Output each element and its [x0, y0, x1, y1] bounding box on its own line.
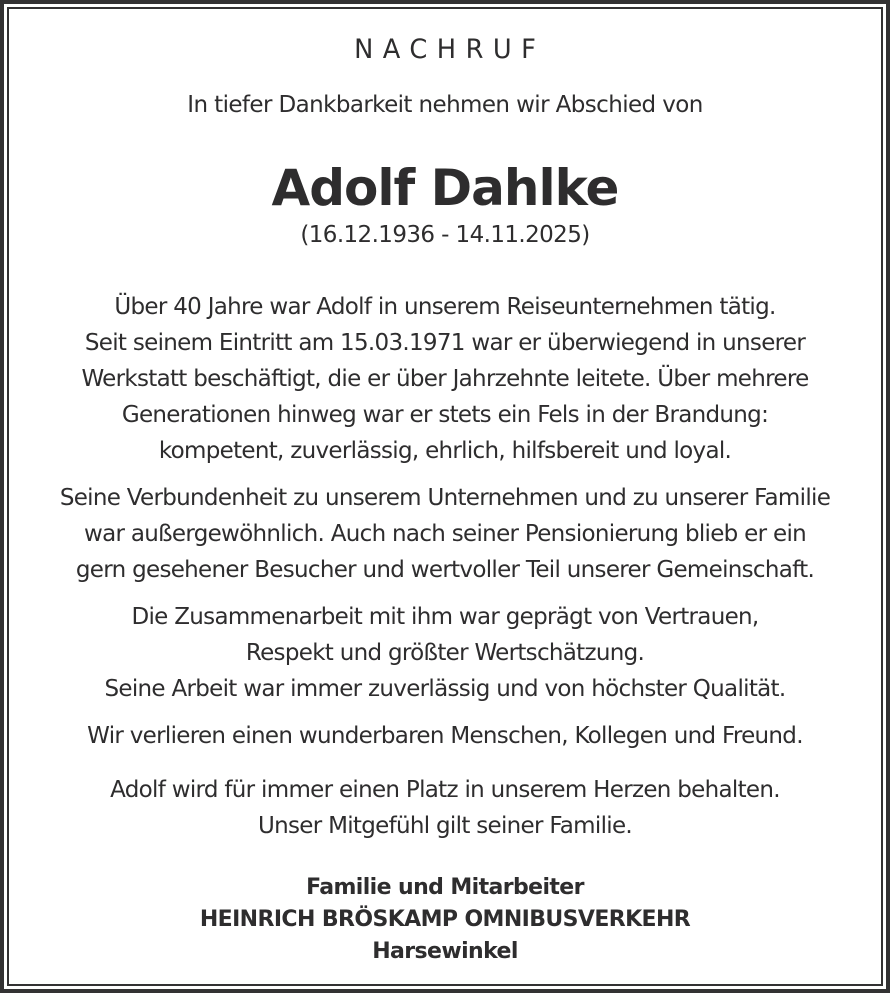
signature-block: [4, 872, 886, 968]
paragraph-line: Seine Arbeit war immer zuverlässig und von höchster Qualität.: [104, 676, 786, 702]
paragraph-line: Respekt und größter Wertschätzung.: [245, 640, 645, 666]
intro-text: In tiefer Dankbarkeit nehmen wir Abschied von: [187, 92, 703, 118]
paragraph-line: Seit seinem Eintritt am 15.03.1971 war er überwiegend in unserer: [84, 330, 806, 356]
signature-location: Harsewinkel: [372, 939, 518, 964]
paragraph-career: [4, 289, 886, 469]
deceased-name: Adolf Dahlke: [271, 159, 619, 217]
paragraph-line: Adolf wird für immer einen Platz in unserem Herzen behalten.: [110, 777, 780, 803]
paragraph-line: Über 40 Jahre war Adolf in unserem Reiseunternehmen tätig.: [114, 294, 776, 320]
paragraph-loss: [4, 718, 886, 754]
paragraph-line: Seine Verbundenheit zu unserem Unternehmen und zu unserer Familie: [59, 485, 831, 511]
paragraph-line: Unser Mitgefühl gilt seiner Familie.: [257, 813, 633, 839]
paragraph-line: Die Zusammenarbeit mit ihm war geprägt von Vertrauen,: [131, 604, 759, 630]
life-dates: (16.12.1936 - 14.11.2025): [300, 222, 590, 248]
paragraph-line: gern gesehener Besucher und wertvoller Teil unserer Gemeinschaft.: [75, 557, 815, 583]
signature-family: Familie und Mitarbeiter: [306, 875, 584, 900]
signature-company: HEINRICH BRÖSKAMP OMNIBUSVERKEHR: [199, 907, 691, 932]
obituary-heading: NACHRUF: [354, 34, 546, 65]
paragraph-line: war außergewöhnlich. Auch nach seiner Pensionierung blieb er ein: [83, 521, 807, 547]
paragraph-line: Werkstatt beschäftigt, die er über Jahrzehnte leitete. Über mehrere: [81, 366, 809, 392]
paragraph-line: kompetent, zuverlässig, ehrlich, hilfsbereit und loyal.: [158, 438, 732, 464]
paragraph-line: Wir verlieren einen wunderbaren Menschen, Kollegen und Freund.: [87, 723, 803, 749]
paragraph-collaboration: [4, 599, 886, 707]
paragraph-connection: [4, 480, 886, 588]
paragraph-line: Generationen hinweg war er stets ein Fels in der Brandung:: [121, 402, 769, 428]
paragraph-remembrance: [4, 772, 886, 844]
